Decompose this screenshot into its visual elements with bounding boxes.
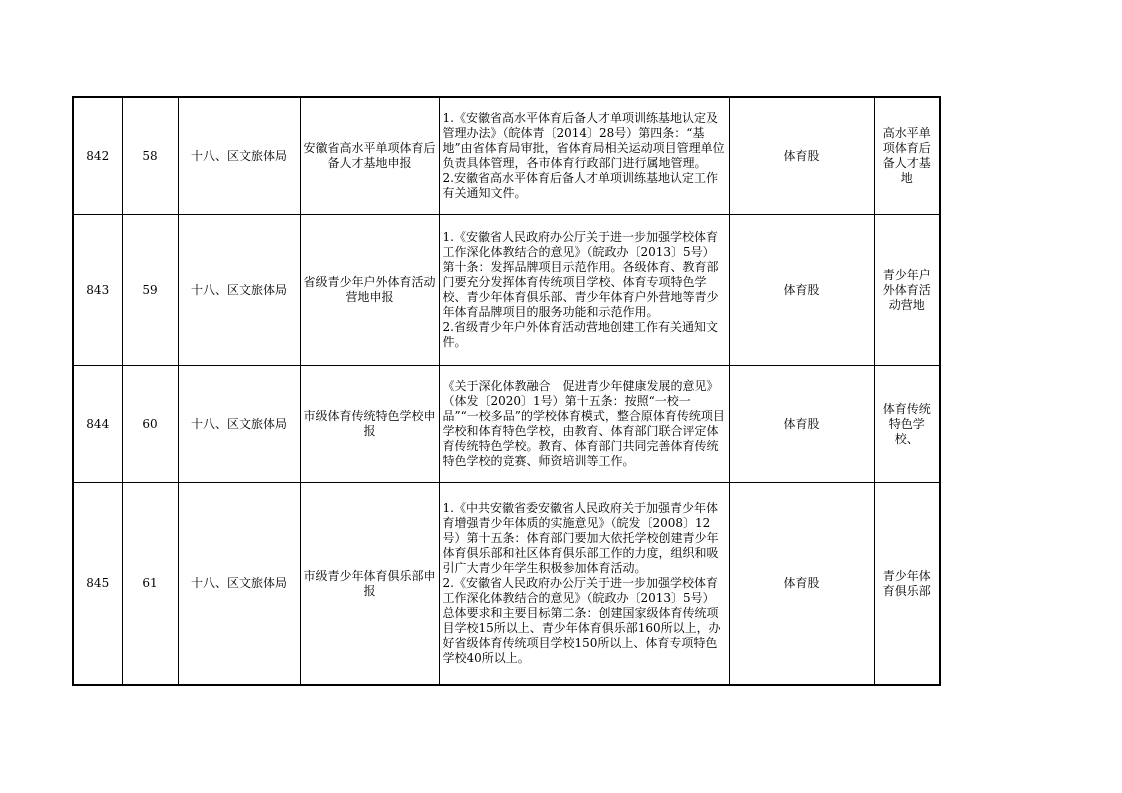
basis-clause: 2.省级青少年户外体育活动营地创建工作有关通知文件。: [442, 320, 718, 349]
seq-cell: 845: [73, 483, 122, 686]
note-cell: 高水平单项体育后备人才基地: [874, 97, 940, 215]
department-cell: 十八、区文旅体局: [178, 97, 300, 215]
unit-cell: 体育股: [729, 97, 874, 215]
basis-clause: 2.《安徽省人民政府办公厅关于进一步加强学校体育工作深化体教结合的意见》（皖政办〔2013〕5号）总体要求和主要目标第二条：创建国家级体育传统项目学校15所以上、青少年体育俱乐部160所以上，办好省级体育传统项目学校150所以上、体育专项特色学校40所以上。: [442, 576, 721, 665]
matters-table: [72, 96, 941, 686]
item-cell: 市级体育传统特色学校申报: [300, 366, 439, 483]
item-cell: 安徽省高水平单项体育后备人才基地申报: [300, 97, 439, 215]
basis-clause: 1.《安徽省人民政府办公厅关于进一步加强学校体育工作深化体教结合的意见》（皖政办〔2013〕5号）第十条：发挥品牌项目示范作用。各级体育、教育部门要充分发挥体育传统项目学校、体育专项特色学校、青少年体育俱乐部、青少年体育户外营地等青少年体育品牌项目的服务功能和示范作用。: [442, 230, 719, 319]
basis-cell: [439, 366, 729, 483]
basis-clause: 2.安徽省高水平体育后备人才单项训练基地认定工作有关通知文件。: [442, 171, 718, 200]
note-cell: 体育传统特色学校、: [874, 366, 940, 483]
basis-clause: 1.《中共安徽省委安徽省人民政府关于加强青少年体育增强青少年体质的实施意见》（皖发〔2008〕12号）第十五条：体育部门要加大依托学校创建青少年体育俱乐部和社区体育俱乐部工作的力度，组织和吸引广大青少年学生积极参加体育活动。: [442, 501, 719, 575]
seq-cell: 844: [73, 366, 122, 483]
unit-cell: 体育股: [729, 366, 874, 483]
note-cell: 青少年体育俱乐部: [874, 483, 940, 686]
sub-seq-cell: 58: [122, 97, 178, 215]
note-cell: 青少年户外体育活动营地: [874, 215, 940, 366]
basis-cell: [439, 483, 729, 686]
table-row: [73, 215, 940, 366]
item-cell: 省级青少年户外体育活动营地申报: [300, 215, 439, 366]
department-cell: 十八、区文旅体局: [178, 215, 300, 366]
basis-cell: [439, 97, 729, 215]
table-row: [73, 366, 940, 483]
basis-clause: 1.《安徽省高水平体育后备人才单项训练基地认定及管理办法》（皖体青〔2014〕28号）第四条：“基地”由省体育局审批，省体育局相关运动项目管理单位负责具体管理，各市体育行政部门进行属地管理。: [442, 111, 725, 170]
department-cell: 十八、区文旅体局: [178, 483, 300, 686]
unit-cell: 体育股: [729, 215, 874, 366]
sub-seq-cell: 60: [122, 366, 178, 483]
seq-cell: 843: [73, 215, 122, 366]
seq-cell: 842: [73, 97, 122, 215]
sub-seq-cell: 59: [122, 215, 178, 366]
basis-clause: 《关于深化体教融合 促进青少年健康发展的意见》（体发〔2020〕1号）第十五条：按照“一校一品”“一校多品”的学校体育模式，整合原体育传统项目学校和体育特色学校，由教育、体育部门联合评定体育传统特色学校。教育、体育部门共同完善体育传统特色学校的竞赛、师资培训等工作。: [442, 379, 725, 468]
item-cell: 市级青少年体育俱乐部申报: [300, 483, 439, 686]
department-cell: 十八、区文旅体局: [178, 366, 300, 483]
table-row: [73, 483, 940, 686]
basis-cell: [439, 215, 729, 366]
sub-seq-cell: 61: [122, 483, 178, 686]
unit-cell: 体育股: [729, 483, 874, 686]
table-row: [73, 97, 940, 215]
